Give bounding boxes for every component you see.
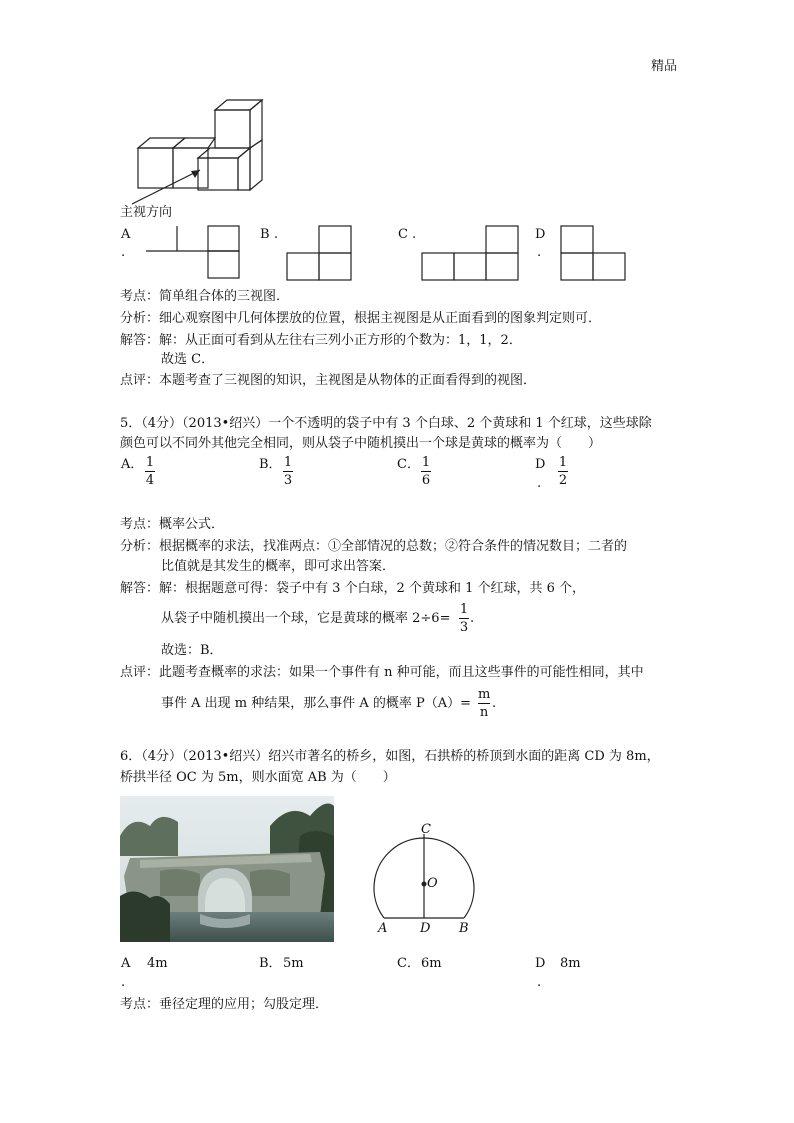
q6-option-a-letter: A <box>121 956 131 971</box>
page-tag: 精品 <box>651 59 678 74</box>
q6-option-d-dot: . <box>537 975 542 990</box>
stone-bridge-photo <box>120 796 334 942</box>
q5-dianping-line1: 点评：此题考查概率的求法：如果一个事件有 n 种可能，而且这些事件的可能性相同，其中 <box>120 665 644 680</box>
cube-figure <box>120 98 270 208</box>
q5-stem-line1: 5．（4分）（2013•绍兴）一个不透明的袋子中有 3 个白球、2 个黄球和 1 个红球，这些球除 <box>120 416 652 431</box>
q4-option-d-dot: . <box>537 245 542 260</box>
q6-option-b-letter: B． <box>259 956 282 971</box>
q5-option-a-letter: A． <box>121 457 144 472</box>
q6-option-d-letter: D <box>535 956 546 971</box>
q6-option-d-value: 8m <box>560 956 581 971</box>
q5-option-d-dot: . <box>537 476 542 491</box>
q5-option-a-den: 4 <box>145 473 155 488</box>
q5-jieda-line2: 从袋子中随机摸出一个球，它是黄球的概率 2÷6= <box>161 611 451 626</box>
q5-option-c-den: 6 <box>421 473 431 488</box>
q5-dianping-den: n <box>479 705 489 720</box>
q5-jieda-num: 1 <box>459 602 469 617</box>
q5-jieda-fraction <box>459 603 469 634</box>
q5-option-a-fraction <box>145 456 155 487</box>
q5-dianping-fraction <box>478 688 490 719</box>
q6-kaodian: 考点：垂径定理的应用；勾股定理． <box>120 997 329 1012</box>
q4-kaodian: 考点：简单组合体的三视图． <box>120 289 290 304</box>
q5-option-d-letter: D <box>535 457 546 472</box>
q6-option-c-value: 6m <box>421 956 442 971</box>
q5-option-d-den: 2 <box>558 473 568 488</box>
diagram-label-d: D <box>420 921 431 936</box>
diagram-label-b: B <box>459 921 469 936</box>
q4-option-a-figure <box>146 224 242 280</box>
q5-option-b-den: 3 <box>283 473 293 488</box>
q6-option-a-value: 4m <box>147 956 168 971</box>
q5-option-d-num: 1 <box>558 455 568 470</box>
q4-option-c-figure <box>421 224 521 282</box>
q5-option-c-num: 1 <box>421 455 431 470</box>
q5-option-d-fraction <box>558 456 568 487</box>
q4-option-a-dot: . <box>121 245 126 260</box>
q4-option-b-letter: B <box>260 227 270 242</box>
q5-dianping-num: m <box>478 687 491 702</box>
q5-stem-line2: 颜色可以不同外其他完全相同，则从袋子中随机摸出一个球是黄球的概率为（ ） <box>120 436 602 451</box>
q5-jieda-line1: 解答：解：根据题意可得：袋子中有 3 个白球，2 个黄球和 1 个红球，共 6 个， <box>120 581 586 596</box>
q5-option-b-num: 1 <box>283 455 293 470</box>
q5-fenxi-line1: 分析：根据概率的求法，找准两点：①全部情况的总数；②符合条件的情况数目；二者的 <box>120 539 628 554</box>
diagram-label-c: C <box>421 822 431 837</box>
q6-option-c-letter: C． <box>397 956 420 971</box>
q4-option-c-dot: . <box>412 227 417 242</box>
q5-option-c-fraction <box>421 456 431 487</box>
q5-kaodian: 考点：概率公式． <box>120 517 225 532</box>
q4-option-b-figure <box>286 224 354 282</box>
q4-option-c-letter: C <box>398 227 408 242</box>
q5-dianping-end: . <box>492 696 497 711</box>
q6-stem-line1: 6．（4分）（2013•绍兴）绍兴市著名的桥乡，如图，石拱桥的桥顶到水面的距离 CD 为 8m， <box>120 749 660 764</box>
q4-option-d-letter: D <box>535 227 546 242</box>
q4-jieda: 解答：解：从正面可看到从左往右三列小正方形的个数为：1，1，2． <box>120 333 522 348</box>
q5-jieda-end: . <box>470 611 475 626</box>
q5-option-a-num: 1 <box>145 455 155 470</box>
q5-fenxi-line2: 比值就是其发生的概率，即可求出答案． <box>161 559 396 574</box>
q6-option-b-value: 5m <box>283 956 304 971</box>
q5-option-b-fraction <box>283 456 293 487</box>
q5-answer: 故选：B． <box>161 643 223 658</box>
q4-fenxi: 分析：细心观察图中几何体摆放的位置，根据主视图是从正面看到的图象判定则可． <box>120 311 602 326</box>
q5-option-b-letter: B． <box>259 457 282 472</box>
q4-option-b-dot: . <box>274 227 279 242</box>
q6-stem-line2: 桥拱半径 OC 为 5m，则水面宽 AB 为（ ） <box>120 770 396 785</box>
q4-option-a-letter: A <box>121 227 131 242</box>
diagram-label-a: A <box>378 921 388 936</box>
q4-dianping: 点评：本题考查了三视图的知识，主视图是从物体的正面看得到的视图． <box>120 373 537 388</box>
q4-option-d-figure <box>560 224 628 282</box>
q4-answer: 故选 C． <box>161 352 215 367</box>
q5-option-c-letter: C． <box>397 457 420 472</box>
q5-dianping-line2: 事件 A 出现 m 种结果，那么事件 A 的概率 P（A）= <box>161 696 472 711</box>
q6-option-a-dot: . <box>121 975 126 990</box>
diagram-label-o: O <box>427 876 438 891</box>
view-direction-label: 主视方向 <box>120 205 173 220</box>
q5-jieda-den: 3 <box>459 620 469 635</box>
